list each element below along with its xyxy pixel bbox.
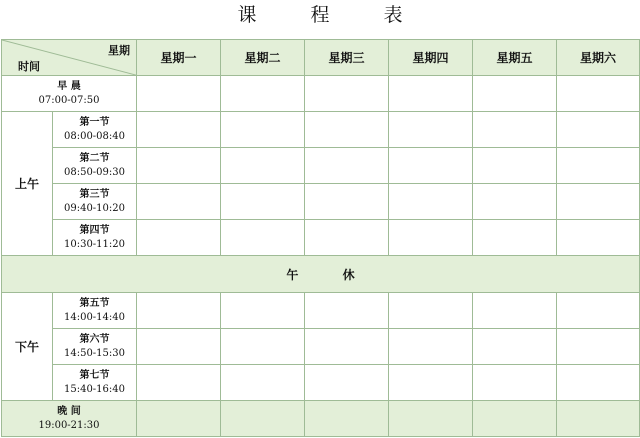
cell-empty[interactable] <box>557 76 640 112</box>
slot-period-2 <box>53 148 137 184</box>
group-label-am: 上午 <box>2 112 53 256</box>
slot-period-6 <box>53 328 137 364</box>
cell-empty[interactable] <box>389 184 473 220</box>
cell-empty[interactable] <box>221 328 305 364</box>
cell-empty[interactable] <box>305 364 389 400</box>
slot-time: 14:50-15:30 <box>63 347 125 359</box>
cell-empty[interactable] <box>557 364 640 400</box>
day-header-wed: 星期三 <box>305 40 389 76</box>
slot-name: 第二节 <box>79 153 110 165</box>
row-evening <box>2 400 640 436</box>
cell-empty[interactable] <box>557 292 640 328</box>
header-row <box>2 40 640 76</box>
cell-empty[interactable] <box>305 400 389 436</box>
slot-period-5 <box>53 292 137 328</box>
cell-empty[interactable] <box>557 148 640 184</box>
day-header-sat: 星期六 <box>557 40 640 76</box>
slot-period-4 <box>53 220 137 256</box>
cell-empty[interactable] <box>305 220 389 256</box>
cell-empty[interactable] <box>473 148 557 184</box>
timetable <box>1 39 640 437</box>
cell-empty[interactable] <box>221 148 305 184</box>
slot-time: 08:50-09:30 <box>63 167 125 179</box>
cell-empty[interactable] <box>305 76 389 112</box>
cell-empty[interactable] <box>221 220 305 256</box>
slot-time: 10:30-11:20 <box>63 239 125 251</box>
cell-empty[interactable] <box>389 220 473 256</box>
cell-empty[interactable] <box>557 328 640 364</box>
cell-empty[interactable] <box>305 292 389 328</box>
slot-name: 第六节 <box>79 333 110 345</box>
cell-empty[interactable] <box>389 76 473 112</box>
cell-empty[interactable] <box>473 328 557 364</box>
cell-empty[interactable] <box>557 400 640 436</box>
cell-empty[interactable] <box>137 400 221 436</box>
page-title: 课 程 表 <box>237 4 427 26</box>
cell-empty[interactable] <box>137 184 221 220</box>
slot-name: 第四节 <box>79 225 110 237</box>
cell-empty[interactable] <box>137 148 221 184</box>
day-header-thu: 星期四 <box>389 40 473 76</box>
row-period-3 <box>2 184 640 220</box>
corner-label-time: 时间 <box>18 60 40 74</box>
cell-empty[interactable] <box>221 364 305 400</box>
slot-name: 晚 间 <box>57 405 81 417</box>
slot-name: 早 晨 <box>57 81 81 93</box>
group-label-pm: 下午 <box>2 292 53 400</box>
slot-time: 15:40-16:40 <box>63 383 125 395</box>
cell-empty[interactable] <box>557 112 640 148</box>
cell-empty[interactable] <box>389 328 473 364</box>
cell-empty[interactable] <box>473 76 557 112</box>
cell-empty[interactable] <box>305 184 389 220</box>
cell-empty[interactable] <box>557 220 640 256</box>
cell-empty[interactable] <box>557 184 640 220</box>
cell-empty[interactable] <box>473 184 557 220</box>
cell-empty[interactable] <box>137 112 221 148</box>
row-period-4 <box>2 220 640 256</box>
slot-name: 第五节 <box>79 297 110 309</box>
cell-empty[interactable] <box>137 364 221 400</box>
noon-break-label: 午 休 <box>2 256 640 292</box>
cell-empty[interactable] <box>137 292 221 328</box>
day-header-mon: 星期一 <box>137 40 221 76</box>
cell-empty[interactable] <box>473 112 557 148</box>
cell-empty[interactable] <box>305 112 389 148</box>
cell-empty[interactable] <box>137 220 221 256</box>
cell-empty[interactable] <box>221 112 305 148</box>
cell-empty[interactable] <box>473 220 557 256</box>
cell-empty[interactable] <box>221 76 305 112</box>
cell-empty[interactable] <box>305 148 389 184</box>
slot-name: 第三节 <box>79 189 110 201</box>
slot-time: 09:40-10:20 <box>63 203 125 215</box>
slot-time: 07:00-07:50 <box>38 95 100 107</box>
day-header-tue: 星期二 <box>221 40 305 76</box>
cell-empty[interactable] <box>137 76 221 112</box>
slot-morning <box>2 76 137 112</box>
slot-evening <box>2 400 137 436</box>
cell-empty[interactable] <box>389 112 473 148</box>
slot-time: 14:00-14:40 <box>63 311 125 323</box>
day-header-fri: 星期五 <box>473 40 557 76</box>
cell-empty[interactable] <box>221 292 305 328</box>
cell-empty[interactable] <box>221 400 305 436</box>
cell-empty[interactable] <box>137 328 221 364</box>
row-period-5 <box>2 292 640 328</box>
slot-time: 08:00-08:40 <box>63 131 125 143</box>
slot-period-3 <box>53 184 137 220</box>
row-period-1 <box>2 112 640 148</box>
slot-period-1 <box>53 112 137 148</box>
slot-period-7 <box>53 364 137 400</box>
cell-empty[interactable] <box>305 328 389 364</box>
cell-empty[interactable] <box>473 400 557 436</box>
row-period-7 <box>2 364 640 400</box>
row-morning <box>2 76 640 112</box>
cell-empty[interactable] <box>389 364 473 400</box>
row-period-6 <box>2 328 640 364</box>
cell-empty[interactable] <box>389 400 473 436</box>
slot-name: 第一节 <box>79 117 110 129</box>
cell-empty[interactable] <box>389 148 473 184</box>
row-noon-break <box>2 256 640 292</box>
row-period-2 <box>2 148 640 184</box>
cell-empty[interactable] <box>473 364 557 400</box>
cell-empty[interactable] <box>221 184 305 220</box>
cell-empty[interactable] <box>473 292 557 328</box>
corner-label-weekday: 星期 <box>108 44 130 57</box>
slot-time: 19:00-21:30 <box>38 419 100 431</box>
slot-name: 第七节 <box>79 369 110 381</box>
corner-cell <box>2 40 137 76</box>
cell-empty[interactable] <box>389 292 473 328</box>
